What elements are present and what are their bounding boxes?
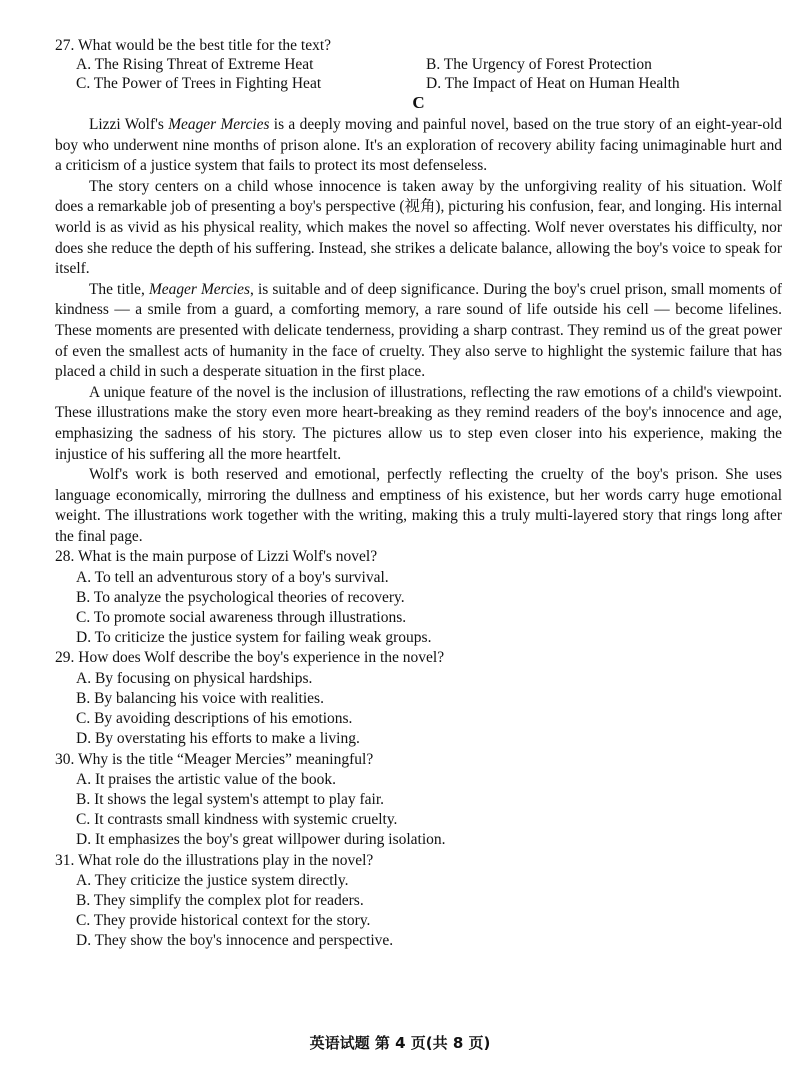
section-label: C <box>412 93 425 112</box>
paragraph-text: The title, <box>89 280 149 298</box>
options-grid <box>55 55 782 93</box>
paragraph-text: Lizzi Wolf's <box>89 116 169 133</box>
option-b: B. By balancing his voice with realities. <box>76 689 324 707</box>
option-d: D. The Impact of Heat on Human Health <box>426 75 680 92</box>
question-stem: 28. What is the main purpose of Lizzi Wolf's novel? <box>55 548 378 566</box>
option-a: A. It praises the artistic value of the book. <box>76 770 336 788</box>
option-c: C. To promote social awareness through illustrations. <box>76 609 407 627</box>
question-stem: 31. What role do the illustrations play in the novel? <box>55 851 374 869</box>
question-31 <box>55 851 782 952</box>
paragraph-text: , is suitable and of deep significance. During the boy's cruel prison, small moments of kindness — a smile from a guard, a comforting memory, a rare sound of life outside his cell — become lifelines. These moments are presented with delicate tenderness, providing a sharp contrast. They remind us of the great power of even the smallest acts of humanity in the face of cruelty. They also serve to highlight the systemic failure that has placed a child in such a desperate situation in the first place. <box>55 280 783 381</box>
option-d: D. They show the boy's innocence and perspective. <box>76 932 394 950</box>
passage <box>55 115 782 547</box>
question-28 <box>55 547 782 648</box>
option-c: C. The Power of Trees in Fighting Heat <box>76 75 322 92</box>
passage-paragraph-5: Wolf's work is both reserved and emotional, perfectly reflecting the cruelty of the boy's prison. She uses language economically, mirroring the dullness and emptiness of his existence, but her words carry huge emotional weight. The illustrations work together with the writing, making this a truly multi-layered story that rings long after the final page. <box>55 466 782 545</box>
paragraph-text: is a deeply moving and painful novel, based on the true story of an eight-year-old boy who underwent nine months of prison alone. It's an exploration of recovery ability facing unimaginable hurt and a criticism of a justice system that fails to protect its most defenseless. <box>55 116 782 175</box>
question-stem: 29. How does Wolf describe the boy's experience in the novel? <box>55 649 445 667</box>
book-title: Meager Mercies <box>168 116 270 133</box>
option-b: B. They simplify the complex plot for readers. <box>76 891 364 909</box>
book-title: Meager Mercies <box>148 280 250 298</box>
option-a: A. To tell an adventurous story of a boy's survival. <box>76 568 389 586</box>
option-d: D. By overstating his efforts to make a living. <box>76 730 360 748</box>
question-30 <box>55 750 782 851</box>
option-d: D. It emphasizes the boy's great willpower during isolation. <box>76 831 446 849</box>
option-d: D. To criticize the justice system for failing weak groups. <box>76 629 432 647</box>
passage-paragraph-4: A unique feature of the novel is the inclusion of illustrations, reflecting the raw emotions of a child's viewpoint. These illustrations make the story even more heart-breaking as they remind readers of the boy's innocence and age, emphasizing the sadness of his story. The pictures allow us to step even closer into his experience, making the injustice of his suffering all the more heartfelt. <box>55 383 782 463</box>
question-stem: 27. What would be the best title for the text? <box>55 37 332 54</box>
option-a: A. The Rising Threat of Extreme Heat <box>76 56 314 73</box>
question-27 <box>55 36 782 93</box>
option-a: A. They criticize the justice system directly. <box>76 871 349 889</box>
option-c: C. They provide historical context for the story. <box>76 912 371 930</box>
passage-paragraph-3 <box>55 280 782 383</box>
option-b: B. To analyze the psychological theories of recovery. <box>76 588 405 606</box>
question-29 <box>55 648 782 749</box>
option-b: B. The Urgency of Forest Protection <box>426 56 652 73</box>
page-footer: 英语试题 第 4 页(共 8 页) <box>309 1034 491 1052</box>
option-a: A. By focusing on physical hardships. <box>76 669 313 687</box>
option-b: B. It shows the legal system's attempt to play fair. <box>76 790 385 808</box>
option-c: C. It contrasts small kindness with systemic cruelty. <box>76 811 398 829</box>
passage-paragraph-2: The story centers on a child whose innocence is taken away by the unforgiving reality of his situation. Wolf does a remarkable job of presenting a boy's perspective (视角), picturing his confusion, fear, and longing. His internal world is as vivid as his physical reality, which makes the novel so affecting. Wolf never overstates his difficulty, nor does she reduce the depth of his suffering. Instead, she strikes a delicate balance, allowing the boy's voice to speak for itself. <box>55 177 782 278</box>
option-c: C. By avoiding descriptions of his emotions. <box>76 710 353 728</box>
passage-paragraph-1 <box>55 115 782 177</box>
question-stem: 30. Why is the title “Meager Mercies” meaningful? <box>55 750 374 768</box>
